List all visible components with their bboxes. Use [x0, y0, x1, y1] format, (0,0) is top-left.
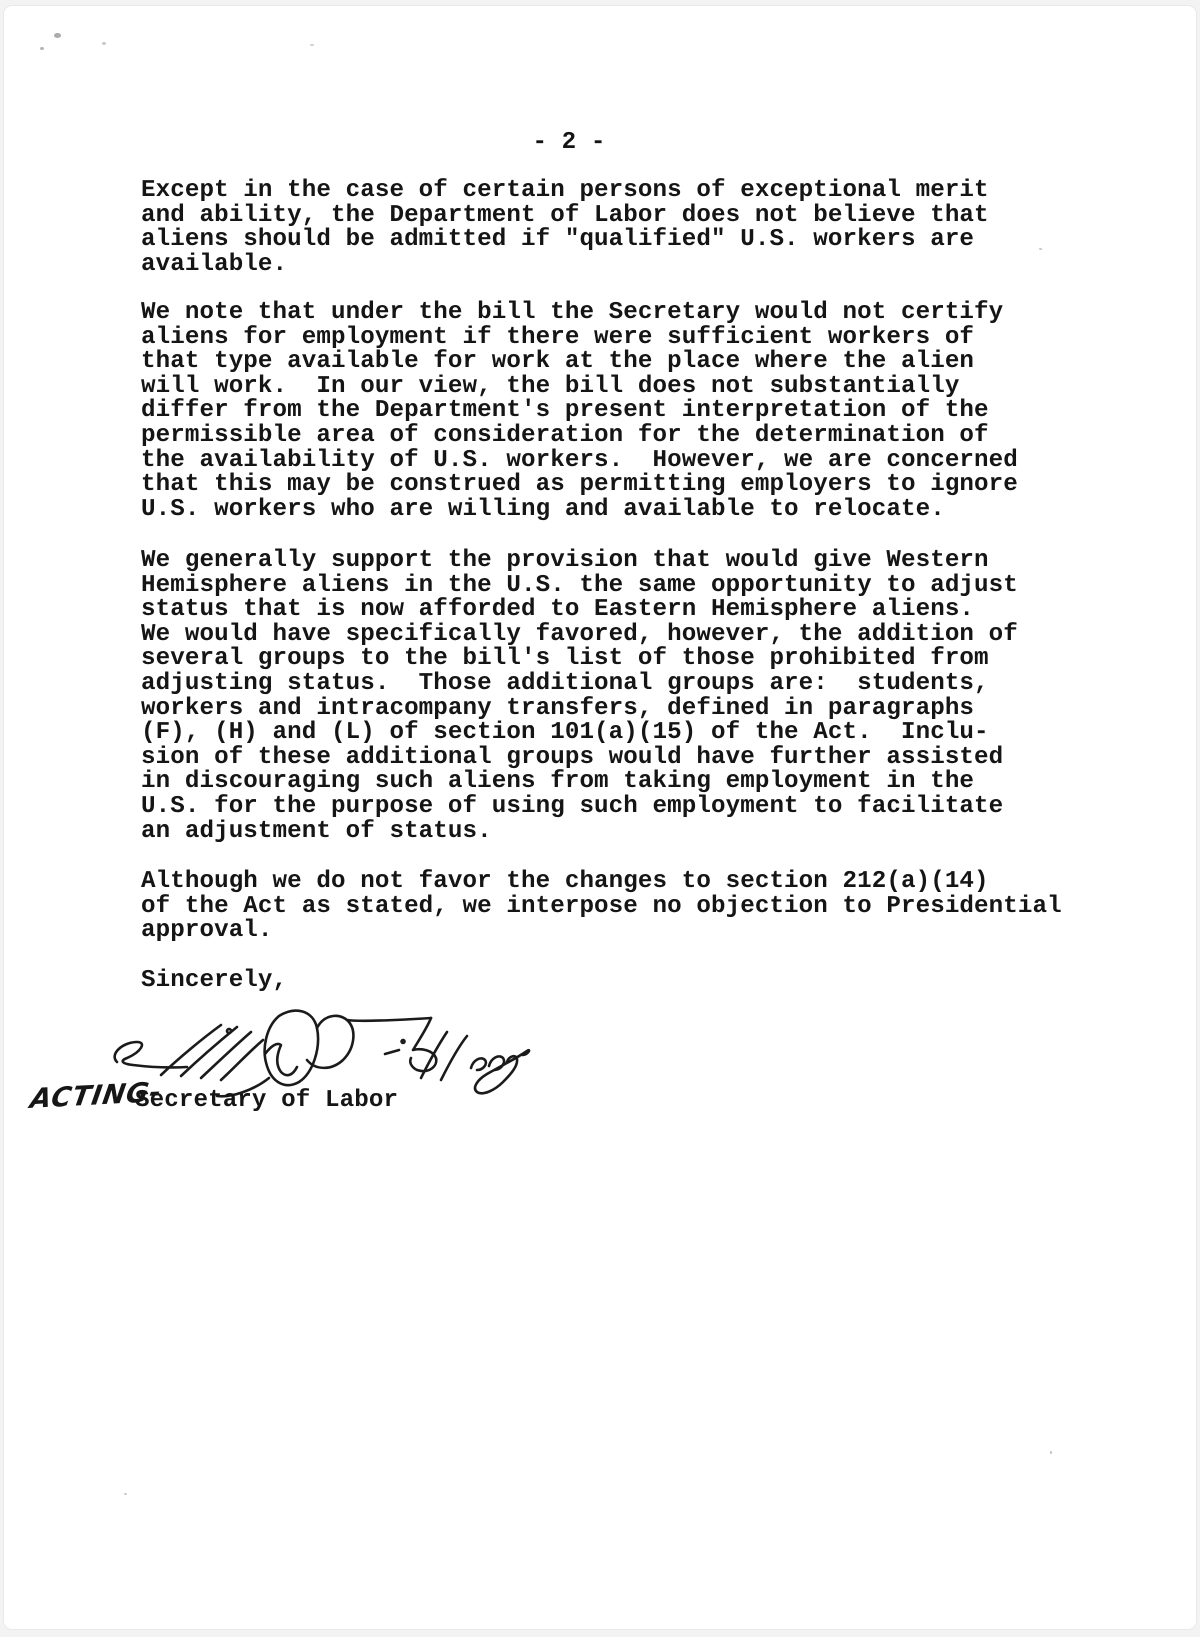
letter-page	[3, 5, 1197, 1630]
closing-sincerely: Sincerely,	[141, 967, 288, 994]
scan-speck	[1039, 248, 1042, 250]
scan-speck	[54, 33, 61, 38]
signer-title: Secretary of Labor	[135, 1087, 399, 1114]
scan-speck	[1050, 1451, 1052, 1454]
scan-speck	[124, 1493, 127, 1495]
scan-speck	[102, 42, 106, 45]
scan-speck	[310, 44, 314, 46]
paragraph-1: Except in the case of certain persons of exceptional merit and ability, the Department of Labor does not believe that aliens should be admitted if "qualified" U.S. workers are available.	[141, 177, 989, 278]
handwritten-acting-note: ACTING-	[28, 1076, 165, 1115]
paragraph-2: We note that under the bill the Secretary would not certify aliens for employment if there were sufficient workers of that type available for work at the place where the alien will work. In our view, the bill does not substantially differ from the Department's present interpretation of the permissible area of consideration for the determination of the availability of U.S. workers. However, we are concerned that this may be construed as permitting employers to ignore U.S. workers who are willing and available to relocate.	[141, 299, 1018, 523]
paragraph-3: We generally support the provision that would give Western Hemisphere aliens in the U.S. the same opportunity to adjust status that is now afforded to Eastern Hemisphere aliens. We would have specifically favored, however, the addition of several groups to the bill's list of those prohibited from adjusting status. Those additional groups are: students, workers and intracompany transfers, defined in paragraphs (F), (H) and (L) of section 101(a)(15) of the Act. Inclu- sion of these additional groups would have further assisted in discouraging such aliens from taking employment in the U.S. for the purpose of using such employment to facilitate an adjustment of status.	[141, 547, 1018, 845]
scan-speck	[40, 47, 44, 50]
paragraph-4: Although we do not favor the changes to section 212(a)(14) of the Act as stated, we interpose no objection to Presidential approval.	[141, 868, 1062, 945]
page-number: - 2 -	[532, 129, 606, 156]
